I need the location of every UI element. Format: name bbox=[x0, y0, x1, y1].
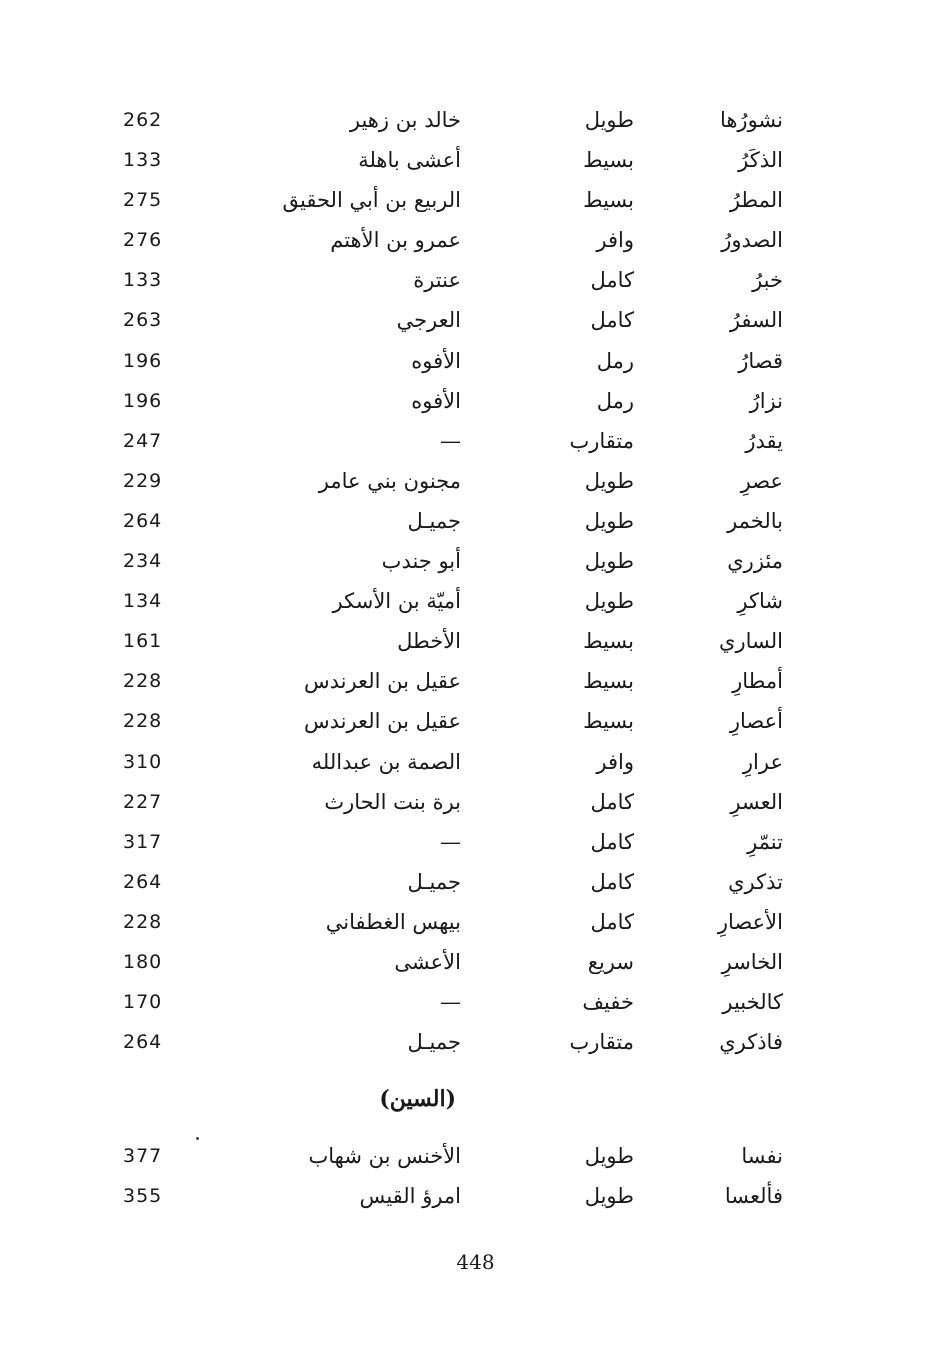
meter: بسيط bbox=[583, 188, 634, 213]
page-reference: 276 bbox=[123, 229, 163, 252]
page-reference: 275 bbox=[123, 189, 163, 212]
table-row bbox=[0, 862, 929, 902]
page-reference: 355 bbox=[123, 1185, 163, 1208]
meter: طويل bbox=[584, 468, 634, 493]
poet-name: — bbox=[440, 428, 461, 453]
rhyme-word: خبرُ bbox=[752, 268, 783, 293]
poet-name: أعشى باهلة bbox=[358, 148, 461, 173]
table-row bbox=[0, 100, 929, 140]
meter: كامل bbox=[590, 909, 634, 934]
rhyme-word: الخاسرِ bbox=[721, 949, 783, 974]
meter: طويل bbox=[584, 1144, 634, 1168]
rhyme-word: السفرُ bbox=[729, 308, 783, 333]
meter: بسيط bbox=[583, 629, 634, 654]
table-row bbox=[0, 1022, 929, 1062]
table-row bbox=[0, 742, 929, 782]
rhyme-word: فألعسا bbox=[724, 1184, 783, 1209]
poet-name: جميـل bbox=[407, 1030, 461, 1055]
meter: بسيط bbox=[583, 669, 634, 694]
page-reference: 263 bbox=[123, 309, 163, 332]
page-reference: 264 bbox=[123, 509, 163, 532]
meter: بسيط bbox=[583, 148, 634, 173]
meter: طويل bbox=[584, 589, 634, 614]
meter: كامل bbox=[590, 869, 634, 894]
poet-name: جميـل bbox=[407, 869, 461, 894]
meter: رمل bbox=[596, 348, 634, 373]
table-row bbox=[0, 501, 929, 541]
table-row bbox=[0, 942, 929, 982]
table-row bbox=[0, 140, 929, 180]
rhyme-word: فاذكري bbox=[719, 1030, 783, 1055]
table-row bbox=[0, 822, 929, 862]
table-row bbox=[0, 381, 929, 421]
page-number: 448 bbox=[456, 1250, 495, 1274]
poet-name: الأفوه bbox=[411, 388, 461, 413]
meter: رمل bbox=[596, 388, 634, 413]
meter: خفيف bbox=[582, 990, 634, 1015]
table-row bbox=[0, 541, 929, 581]
page-reference: 234 bbox=[123, 550, 163, 573]
rhyme-word: الذكَرُ bbox=[738, 148, 783, 173]
rhyme-word: نشورُها bbox=[719, 108, 783, 132]
table-row bbox=[0, 421, 929, 461]
meter: وافر bbox=[596, 749, 634, 774]
rhyme-word: المطرُ bbox=[729, 188, 783, 213]
rhyme-word: كالخبير bbox=[722, 990, 783, 1015]
rhyme-word: شاكرِ bbox=[737, 589, 783, 614]
poet-name: عقيل بن العرندس bbox=[303, 709, 461, 734]
poet-name: — bbox=[440, 990, 461, 1015]
rhyme-word: عرارِ bbox=[742, 749, 783, 774]
poet-name: خالد بن زهير bbox=[349, 108, 461, 132]
table-row bbox=[0, 220, 929, 260]
poet-name: برة بنت الحارث bbox=[324, 789, 461, 814]
page-reference: 228 bbox=[123, 910, 163, 933]
meter: كامل bbox=[590, 268, 634, 293]
rhyme-word: أمطارِ bbox=[732, 669, 783, 694]
page-reference: 196 bbox=[123, 389, 163, 412]
poet-name: الأعشى bbox=[394, 949, 461, 974]
rhyme-word: قصارُ bbox=[738, 348, 783, 373]
poet-name: جميـل bbox=[407, 508, 461, 533]
meter: كامل bbox=[590, 789, 634, 814]
meter: متقارب bbox=[569, 1030, 634, 1055]
rhyme-word: تنمّرِ bbox=[747, 829, 783, 854]
poet-name: — bbox=[440, 829, 461, 854]
table-row bbox=[0, 180, 929, 220]
meter: متقارب bbox=[569, 428, 634, 453]
page-reference: 247 bbox=[123, 429, 163, 452]
rhyme-word: بالخمر bbox=[727, 508, 783, 533]
table-row bbox=[0, 621, 929, 661]
page-reference: 134 bbox=[123, 590, 163, 613]
table-row bbox=[0, 461, 929, 501]
meter: طويل bbox=[584, 108, 634, 132]
poet-name: الصمة بن عبدالله bbox=[311, 749, 461, 774]
meter: وافر bbox=[596, 228, 634, 253]
poet-name: الأخطل bbox=[397, 629, 461, 654]
page-reference: 133 bbox=[123, 269, 163, 292]
meter: كامل bbox=[590, 308, 634, 333]
page-reference: 317 bbox=[123, 830, 163, 853]
table-row bbox=[0, 701, 929, 741]
poet-name: أبو جندب bbox=[381, 549, 461, 574]
page-reference: 264 bbox=[123, 870, 163, 893]
poet-name: امرؤ القيس bbox=[359, 1184, 461, 1209]
poet-name: أميّة بن الأسكر bbox=[332, 589, 461, 614]
page-reference: 196 bbox=[123, 349, 163, 372]
rhyme-word: عصرِ bbox=[740, 468, 783, 493]
rhyme-index-table bbox=[0, 100, 929, 1062]
rhyme-word: أعصارِ bbox=[729, 709, 783, 734]
page-reference: 227 bbox=[123, 790, 163, 813]
meter: طويل bbox=[584, 508, 634, 533]
table-row bbox=[0, 902, 929, 942]
meter: كامل bbox=[590, 829, 634, 854]
rhyme-word: يقدرُ bbox=[745, 428, 783, 453]
table-row bbox=[0, 782, 929, 822]
rhyme-word: العسرِ bbox=[730, 789, 783, 814]
poet-name: بيهس الغطفاني bbox=[325, 909, 461, 934]
meter: بسيط bbox=[583, 709, 634, 734]
page-reference: 310 bbox=[123, 750, 163, 773]
poet-name: عقيل بن العرندس bbox=[303, 669, 461, 694]
rhyme-word: نفسا bbox=[741, 1144, 783, 1168]
meter: طويل bbox=[584, 1184, 634, 1209]
rhyme-word: مئزري bbox=[727, 549, 783, 574]
table-row bbox=[0, 260, 929, 300]
table-row bbox=[0, 982, 929, 1022]
page-reference: 262 bbox=[123, 109, 163, 131]
rhyme-word: تذكري bbox=[728, 869, 783, 894]
page-reference: 228 bbox=[123, 710, 163, 733]
rhyme-word: الصدورُ bbox=[721, 228, 783, 253]
rhyme-word: نزارُ bbox=[749, 388, 783, 413]
rhyme-index-table-sin bbox=[0, 1136, 929, 1216]
table-row bbox=[0, 341, 929, 381]
rhyme-word: الأعصارِ bbox=[717, 909, 783, 934]
page-reference: 228 bbox=[123, 670, 163, 693]
poet-name: العرجي bbox=[396, 308, 461, 333]
table-row bbox=[0, 661, 929, 701]
table-row bbox=[0, 300, 929, 340]
poet-name: عمرو بن الأهتم bbox=[330, 228, 461, 253]
table-row bbox=[0, 1136, 929, 1176]
section-heading: (السين) bbox=[379, 1086, 456, 1112]
page-reference: 264 bbox=[123, 1031, 163, 1054]
rhyme-word: الساري bbox=[719, 629, 783, 654]
table-row bbox=[0, 581, 929, 621]
poet-name: الأخنس بن شهاب bbox=[308, 1144, 461, 1168]
poet-name: مجنون بني عامر bbox=[318, 468, 461, 493]
meter: طويل bbox=[584, 549, 634, 574]
poet-name: الأفوه bbox=[411, 348, 461, 373]
page-reference: 377 bbox=[123, 1145, 163, 1167]
table-row bbox=[0, 1176, 929, 1216]
page-reference: 229 bbox=[123, 469, 163, 492]
page-reference: 180 bbox=[123, 950, 163, 973]
page-reference: 133 bbox=[123, 149, 163, 172]
meter: سريع bbox=[587, 949, 634, 974]
page-reference: 161 bbox=[123, 630, 163, 653]
poet-name: عنترة bbox=[413, 268, 461, 293]
page-reference: 170 bbox=[123, 991, 163, 1014]
poet-name: الربيع بن أبي الحقيق bbox=[282, 188, 461, 213]
